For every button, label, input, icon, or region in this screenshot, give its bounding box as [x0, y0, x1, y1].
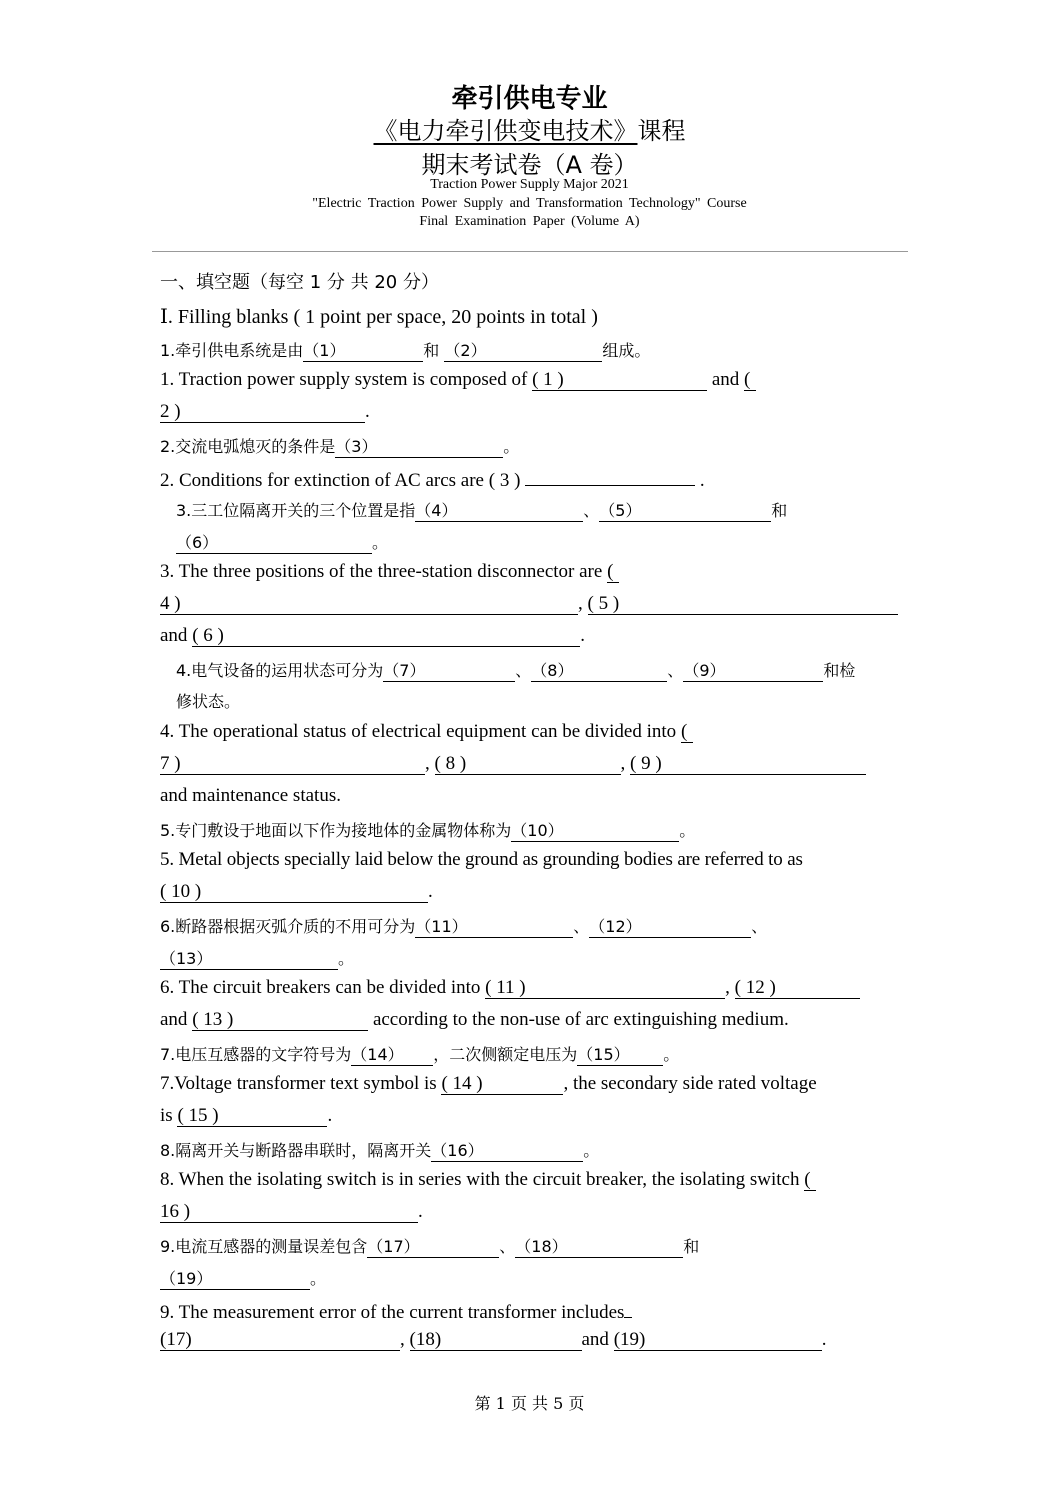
section-title-en: Ⅰ. Filling blanks ( 1 point per space, 20 points in total )	[160, 306, 598, 328]
question-7-en: 7.Voltage transformer text symbol is ( 14 ) , the secondary side rated voltage	[160, 1073, 817, 1094]
blank-4-en-b[interactable]: 4 )	[160, 594, 578, 615]
blank-17[interactable]: （17）	[367, 1237, 499, 1258]
question-9-cn-cont: （19） 。	[160, 1269, 327, 1288]
blank-17-en-a[interactable]	[624, 1297, 632, 1318]
question-1-en-cont: 2 ) .	[160, 401, 370, 422]
blank-10[interactable]: （10）	[511, 821, 679, 842]
blank-17-en[interactable]: (17)	[160, 1330, 400, 1351]
question-1-en: 1. Traction power supply system is composed of ( 1 ) and (	[160, 369, 756, 391]
question-3-en-cont2: and ( 6 ) .	[160, 625, 585, 646]
question-6-en-cont: and ( 13 ) according to the non-use of arc extinguishing medium.	[160, 1009, 789, 1030]
question-3-en: 3. The three positions of the three-station disconnector are (	[160, 561, 619, 583]
question-5-en-cont: ( 10 ) .	[160, 881, 433, 902]
question-7-en-cont: is ( 15 ) .	[160, 1105, 333, 1126]
question-3-en-cont: 4 ) , ( 5 )	[160, 593, 898, 615]
blank-11[interactable]: （11）	[415, 917, 573, 938]
blank-8-en[interactable]: ( 8 )	[435, 754, 621, 775]
question-8-en-cont: 16 ) .	[160, 1201, 423, 1222]
blank-3[interactable]: （3）	[335, 437, 503, 458]
exam-title: 期末考试卷（A 卷）	[421, 151, 638, 179]
header-divider	[152, 251, 908, 252]
blank-9-en[interactable]: ( 9 )	[630, 754, 866, 775]
question-5-cn: 5.专门敷设于地面以下作为接地体的金属物体称为（10） 。	[160, 821, 696, 840]
question-9-cn: 9.电流互感器的测量误差包含（17） 、（18） 和	[160, 1237, 700, 1256]
blank-14[interactable]: （14）	[351, 1045, 433, 1066]
blank-16-en-a[interactable]: (	[804, 1170, 816, 1191]
course-title	[0, 111, 1059, 146]
course-suffix: 课程	[637, 117, 686, 145]
blank-15[interactable]: （15）	[577, 1045, 663, 1066]
question-4-en: 4. The operational status of electrical equipment can be divided into (	[160, 721, 693, 743]
blank-3-en[interactable]	[525, 465, 695, 486]
blank-16[interactable]: （16）	[431, 1141, 583, 1162]
blank-16-en-b[interactable]: 16 )	[160, 1202, 418, 1223]
blank-2-en-b[interactable]: 2 )	[160, 402, 365, 423]
blank-9[interactable]: （9）	[683, 661, 823, 682]
en-course: "Electric Traction Power Supply and Transformation Technology" Course	[312, 196, 747, 211]
question-3-cn-cont: （6） 。	[176, 533, 389, 552]
blank-1[interactable]: （1）	[303, 341, 423, 362]
question-2-cn: 2.交流电弧熄灭的条件是（3） 。	[160, 437, 520, 456]
page-title: 牵引供电专业	[451, 84, 608, 114]
blank-18-en[interactable]: (18)	[410, 1330, 582, 1351]
course-name: 《电力牵引供变电技术》	[373, 117, 638, 145]
en-exam: Final Examination Paper (Volume A)	[419, 214, 640, 229]
blank-11-en[interactable]: ( 11 )	[485, 978, 725, 999]
question-5-en: 5. Metal objects specially laid below the ground as grounding bodies are referred to as	[160, 849, 803, 870]
blank-19[interactable]: （19）	[160, 1269, 310, 1290]
question-4-cn: 4.电气设备的运用状态可分为（7） 、（8） 、（9） 和检	[176, 661, 856, 680]
question-6-cn: 6.断路器根据灭弧介质的不用可分为（11） 、（12） 、	[160, 917, 768, 936]
blank-6[interactable]: （6）	[176, 533, 372, 554]
question-8-cn: 8.隔离开关与断路器串联时，隔离开关（16） 。	[160, 1141, 600, 1160]
blank-4[interactable]: （4）	[415, 501, 583, 522]
blank-12-en[interactable]: ( 12 )	[735, 978, 860, 999]
blank-10-en[interactable]: ( 10 )	[160, 882, 428, 903]
blank-5[interactable]: （5）	[599, 501, 771, 522]
question-9-en: 9. The measurement error of the current transformer includes	[160, 1297, 632, 1324]
blank-5-en[interactable]: ( 5 )	[588, 594, 898, 615]
question-2-en: 2. Conditions for extinction of AC arcs are ( 3 ) .	[160, 465, 705, 492]
en-major: Traction Power Supply Major 2021	[430, 177, 629, 192]
question-6-en: 6. The circuit breakers can be divided into ( 11 ) , ( 12 )	[160, 977, 860, 999]
blank-4-en-a[interactable]: (	[607, 562, 619, 583]
question-4-en-cont2: and maintenance status.	[160, 785, 341, 806]
blank-13[interactable]: （13）	[160, 949, 338, 970]
blank-7[interactable]: （7）	[383, 661, 515, 682]
blank-14-en[interactable]: ( 14 )	[441, 1074, 563, 1095]
blank-7-en-a[interactable]: (	[681, 722, 693, 743]
blank-15-en[interactable]: ( 15 )	[177, 1106, 327, 1127]
section-title-cn: 一、填空题（每空 1 分 共 20 分）	[160, 272, 439, 293]
question-8-en: 8. When the isolating switch is in series with the circuit breaker, the isolating switch (	[160, 1169, 816, 1191]
blank-8[interactable]: （8）	[531, 661, 667, 682]
blank-6-en[interactable]: ( 6 )	[192, 626, 580, 647]
blank-12[interactable]: （12）	[589, 917, 751, 938]
question-4-en-cont: 7 ) , ( 8 ) , ( 9 )	[160, 753, 866, 775]
blank-7-en-b[interactable]: 7 )	[160, 754, 425, 775]
blank-1-en[interactable]: ( 1 )	[532, 370, 707, 391]
page-footer: 第 1 页 共 5 页	[474, 1394, 585, 1413]
question-4-cn-cont: 修状态。	[176, 692, 241, 711]
question-9-en-cont: (17) , (18) and (19) .	[160, 1329, 827, 1350]
blank-19-en[interactable]: (19)	[614, 1330, 822, 1351]
blank-13-en[interactable]: ( 13 )	[192, 1010, 368, 1031]
question-7-cn: 7.电压互感器的文字符号为（14） ，二次侧额定电压为（15） 。	[160, 1045, 680, 1064]
blank-18[interactable]: （18）	[515, 1237, 683, 1258]
blank-2-en-a[interactable]: (	[744, 370, 756, 391]
question-6-cn-cont: （13） 。	[160, 949, 355, 968]
question-3-cn: 3.三工位隔离开关的三个位置是指（4） 、（5） 和	[176, 501, 788, 520]
blank-2[interactable]: （2）	[444, 341, 602, 362]
question-1-cn: 1.牵引供电系统是由（1） 和 （2） 组成。	[160, 341, 651, 360]
